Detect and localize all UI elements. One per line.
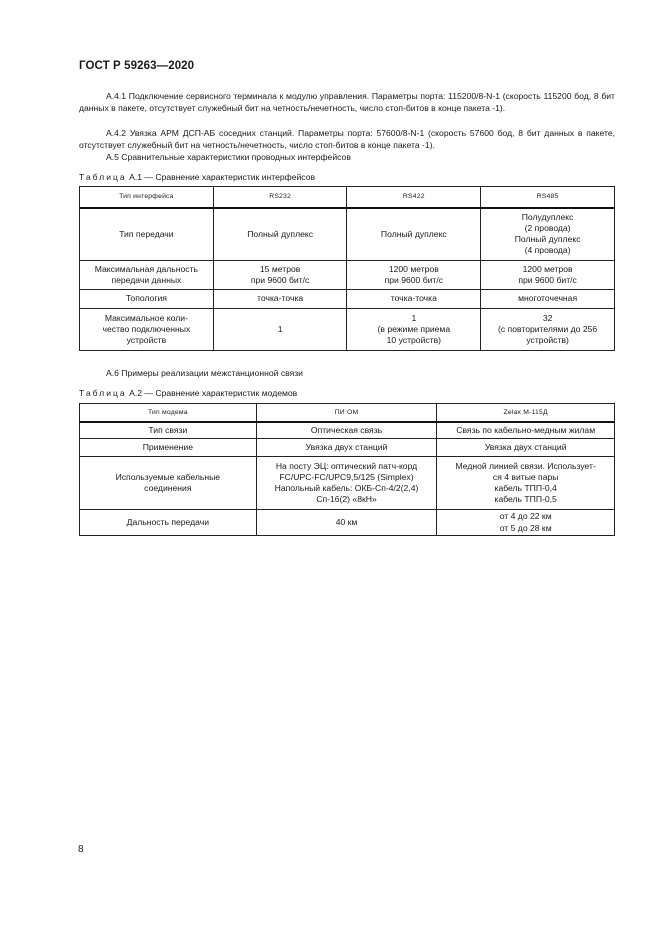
table2-cell [256, 422, 437, 439]
section-heading-a5: А.5 Сравнительные характеристики проводных интерфейсов [106, 152, 351, 162]
table1-cell-line: 1 [411, 312, 417, 323]
table1-cell [481, 261, 615, 290]
table2-cell [437, 457, 615, 510]
table2-cell [80, 510, 257, 536]
table1-cell-line: Максимальная дальность [94, 263, 199, 274]
table1-row [80, 309, 615, 351]
table2-cell-line: Применение [142, 441, 193, 452]
table1-cell-line: точка-точка [257, 293, 304, 304]
table2-header-cell: ПИ ОМ [256, 404, 437, 422]
table2-cell-line: Сп-16(2) «8кН» [316, 494, 377, 505]
table2-caption-prefix: Таблица [79, 388, 127, 398]
table2-cell [437, 510, 615, 536]
table1-row [80, 208, 615, 261]
table1-caption-prefix: Таблица [79, 172, 127, 182]
table1-cell [80, 290, 214, 309]
table2-header-cell: Тип модема [80, 404, 257, 422]
table1-header-row [80, 187, 615, 208]
table2-cell [437, 439, 615, 457]
table2-cell [437, 422, 615, 439]
table1-cell [80, 208, 214, 261]
table1-cell [481, 290, 615, 309]
table1-cell [213, 290, 347, 309]
paragraph-a4-2: А.4.2 Увязка АРМ ДСП-АБ соседних станций. Параметры порта: 57600/8-N-1 (скорость 57600 бод, 8 бит данных в пакете, отсутствует служебный бит на четность/нечетность, число стоп-битов в конце пакета -1). [79, 128, 615, 150]
table1-cell-line: 10 устройств) [386, 335, 442, 346]
table2-caption-text: А.2 — Сравнение характеристик модемов [126, 388, 298, 398]
table1-cell-line: устройств) [526, 335, 569, 346]
table1-cell-line: Максимальное коли- [104, 312, 188, 323]
table2-row [80, 510, 615, 536]
table1-row [80, 261, 615, 290]
table1-header-cell: RS422 [347, 187, 481, 208]
table1-cell-line: 32 [542, 312, 553, 323]
table2-cell-line: кабель ТПП-0,5 [494, 494, 557, 505]
table1-cell [213, 208, 347, 261]
table1-cell-line: Полный дуплекс [514, 234, 581, 245]
table1-cell-line: (4 провода) [524, 245, 571, 256]
table1-cell [80, 309, 214, 351]
table2-cell [256, 457, 437, 510]
table2-cell [80, 422, 257, 439]
table2-cell-line: соединения [144, 483, 192, 493]
table1-cell-line: чество подключенных [102, 323, 191, 334]
table1-cell-line: многоточечная [518, 293, 578, 304]
table1-cell [213, 309, 347, 351]
table1-caption [79, 172, 315, 182]
table1-header-cell: RS485 [481, 187, 615, 208]
table2-cell-line: Увязка двух станций [305, 441, 388, 452]
table2-cell-line: ся 4 витые пары [492, 471, 559, 482]
table2-cell-line: Дальность передачи [126, 516, 210, 527]
section-heading-a6: А.6 Примеры реализации межстанционной связи [106, 368, 303, 378]
table1-cell-line: (2 провода) [524, 223, 571, 234]
table1-row [80, 290, 615, 309]
table2-cell-line: от 4 до 22 км [499, 511, 552, 522]
document-header: ГОСТ Р 59263—2020 [79, 60, 195, 72]
table1-cell [80, 261, 214, 290]
table2-cell-line: На посту ЭЦ: оптический патч-корд [275, 460, 418, 471]
table1-cell-line: Тип передачи [119, 228, 174, 239]
table1-cell-line: 1200 метров [522, 263, 573, 274]
table2-row [80, 457, 615, 510]
table1-cell-line: Полудуплекс [521, 211, 574, 222]
table1-cell-line: при 9600 бит/с [250, 275, 310, 285]
table2-cell-line: Связь по кабельно-медным жилам [456, 424, 596, 435]
table1-cell-line: передачи данных [111, 275, 182, 285]
table1-cell [481, 208, 615, 261]
table1-cell-line: устройств [126, 335, 167, 346]
table2-cell [256, 510, 437, 536]
paragraph-a4-1: А.4.1 Подключение сервисного терминала к модулю управления. Параметры порта: 115200/8-N-1 (скорость 115200 бод, 8 бит данных в пакете, отсутствует служебный бит на четность/нечетность, число стоп-битов в конце пакета -1). [79, 91, 615, 113]
table2-caption [79, 388, 297, 398]
table1-cell-line: 1 [277, 323, 283, 334]
table1-cell-line: точка-точка [390, 293, 437, 304]
table2-cell-line: Напольный кабель: ОКБ-Сп-4/2(2,4) [274, 483, 419, 493]
table2-cell-line: FC/UPC-FC/UPC9,5/125 (Simplex) [279, 471, 414, 482]
table1-cell-line: 1200 метров [388, 263, 439, 274]
table2-cell-line: Используемые кабельные [115, 471, 221, 482]
table1-header-cell: Тип интерфейса [80, 187, 214, 208]
table2-header-row [80, 404, 615, 422]
table1-cell [347, 261, 481, 290]
table2-cell [80, 457, 257, 510]
table2-cell-line: Тип связи [148, 424, 188, 435]
table2-cell-line: Увязка двух станций [484, 441, 567, 452]
table1-cell [347, 309, 481, 351]
table2-cell-line: от 5 до 28 км [499, 522, 552, 533]
table1-cell [347, 208, 481, 261]
table1-cell-line: 15 метров [259, 263, 301, 274]
table1-cell-line: (с повторителями до 256 [498, 323, 598, 334]
table2-cell-line: 40 км [335, 516, 358, 527]
table-modems [79, 403, 615, 536]
table1-cell-line: при 9600 бит/с [384, 275, 444, 285]
table-interfaces [79, 186, 615, 351]
table1-cell-line: при 9600 бит/с [518, 275, 577, 285]
table2-cell-line: Оптическая связь [310, 424, 383, 435]
table2-row [80, 439, 615, 457]
table1-cell-line: Полный дуплекс [380, 228, 447, 239]
table2-cell-line: кабель ТПП-0,4 [494, 483, 557, 493]
table1-cell [213, 261, 347, 290]
table1-cell-line: (в режиме приема [377, 323, 451, 334]
table1-cell [347, 290, 481, 309]
table2-header-cell: Zelax M-115Д [437, 404, 615, 422]
table2-cell [80, 439, 257, 457]
table2-cell-line: Медной линией связи. Использует- [455, 460, 596, 471]
table1-header-cell: RS232 [213, 187, 347, 208]
table1-cell-line: Полный дуплекс [247, 228, 314, 239]
table2-cell [256, 439, 437, 457]
table1-cell-line: Топология [125, 293, 167, 304]
table2-row [80, 422, 615, 439]
page-number: 8 [78, 844, 84, 855]
table1-caption-text: А.1 — Сравнение характеристик интерфейсов [126, 172, 316, 182]
table1-cell [481, 309, 615, 351]
